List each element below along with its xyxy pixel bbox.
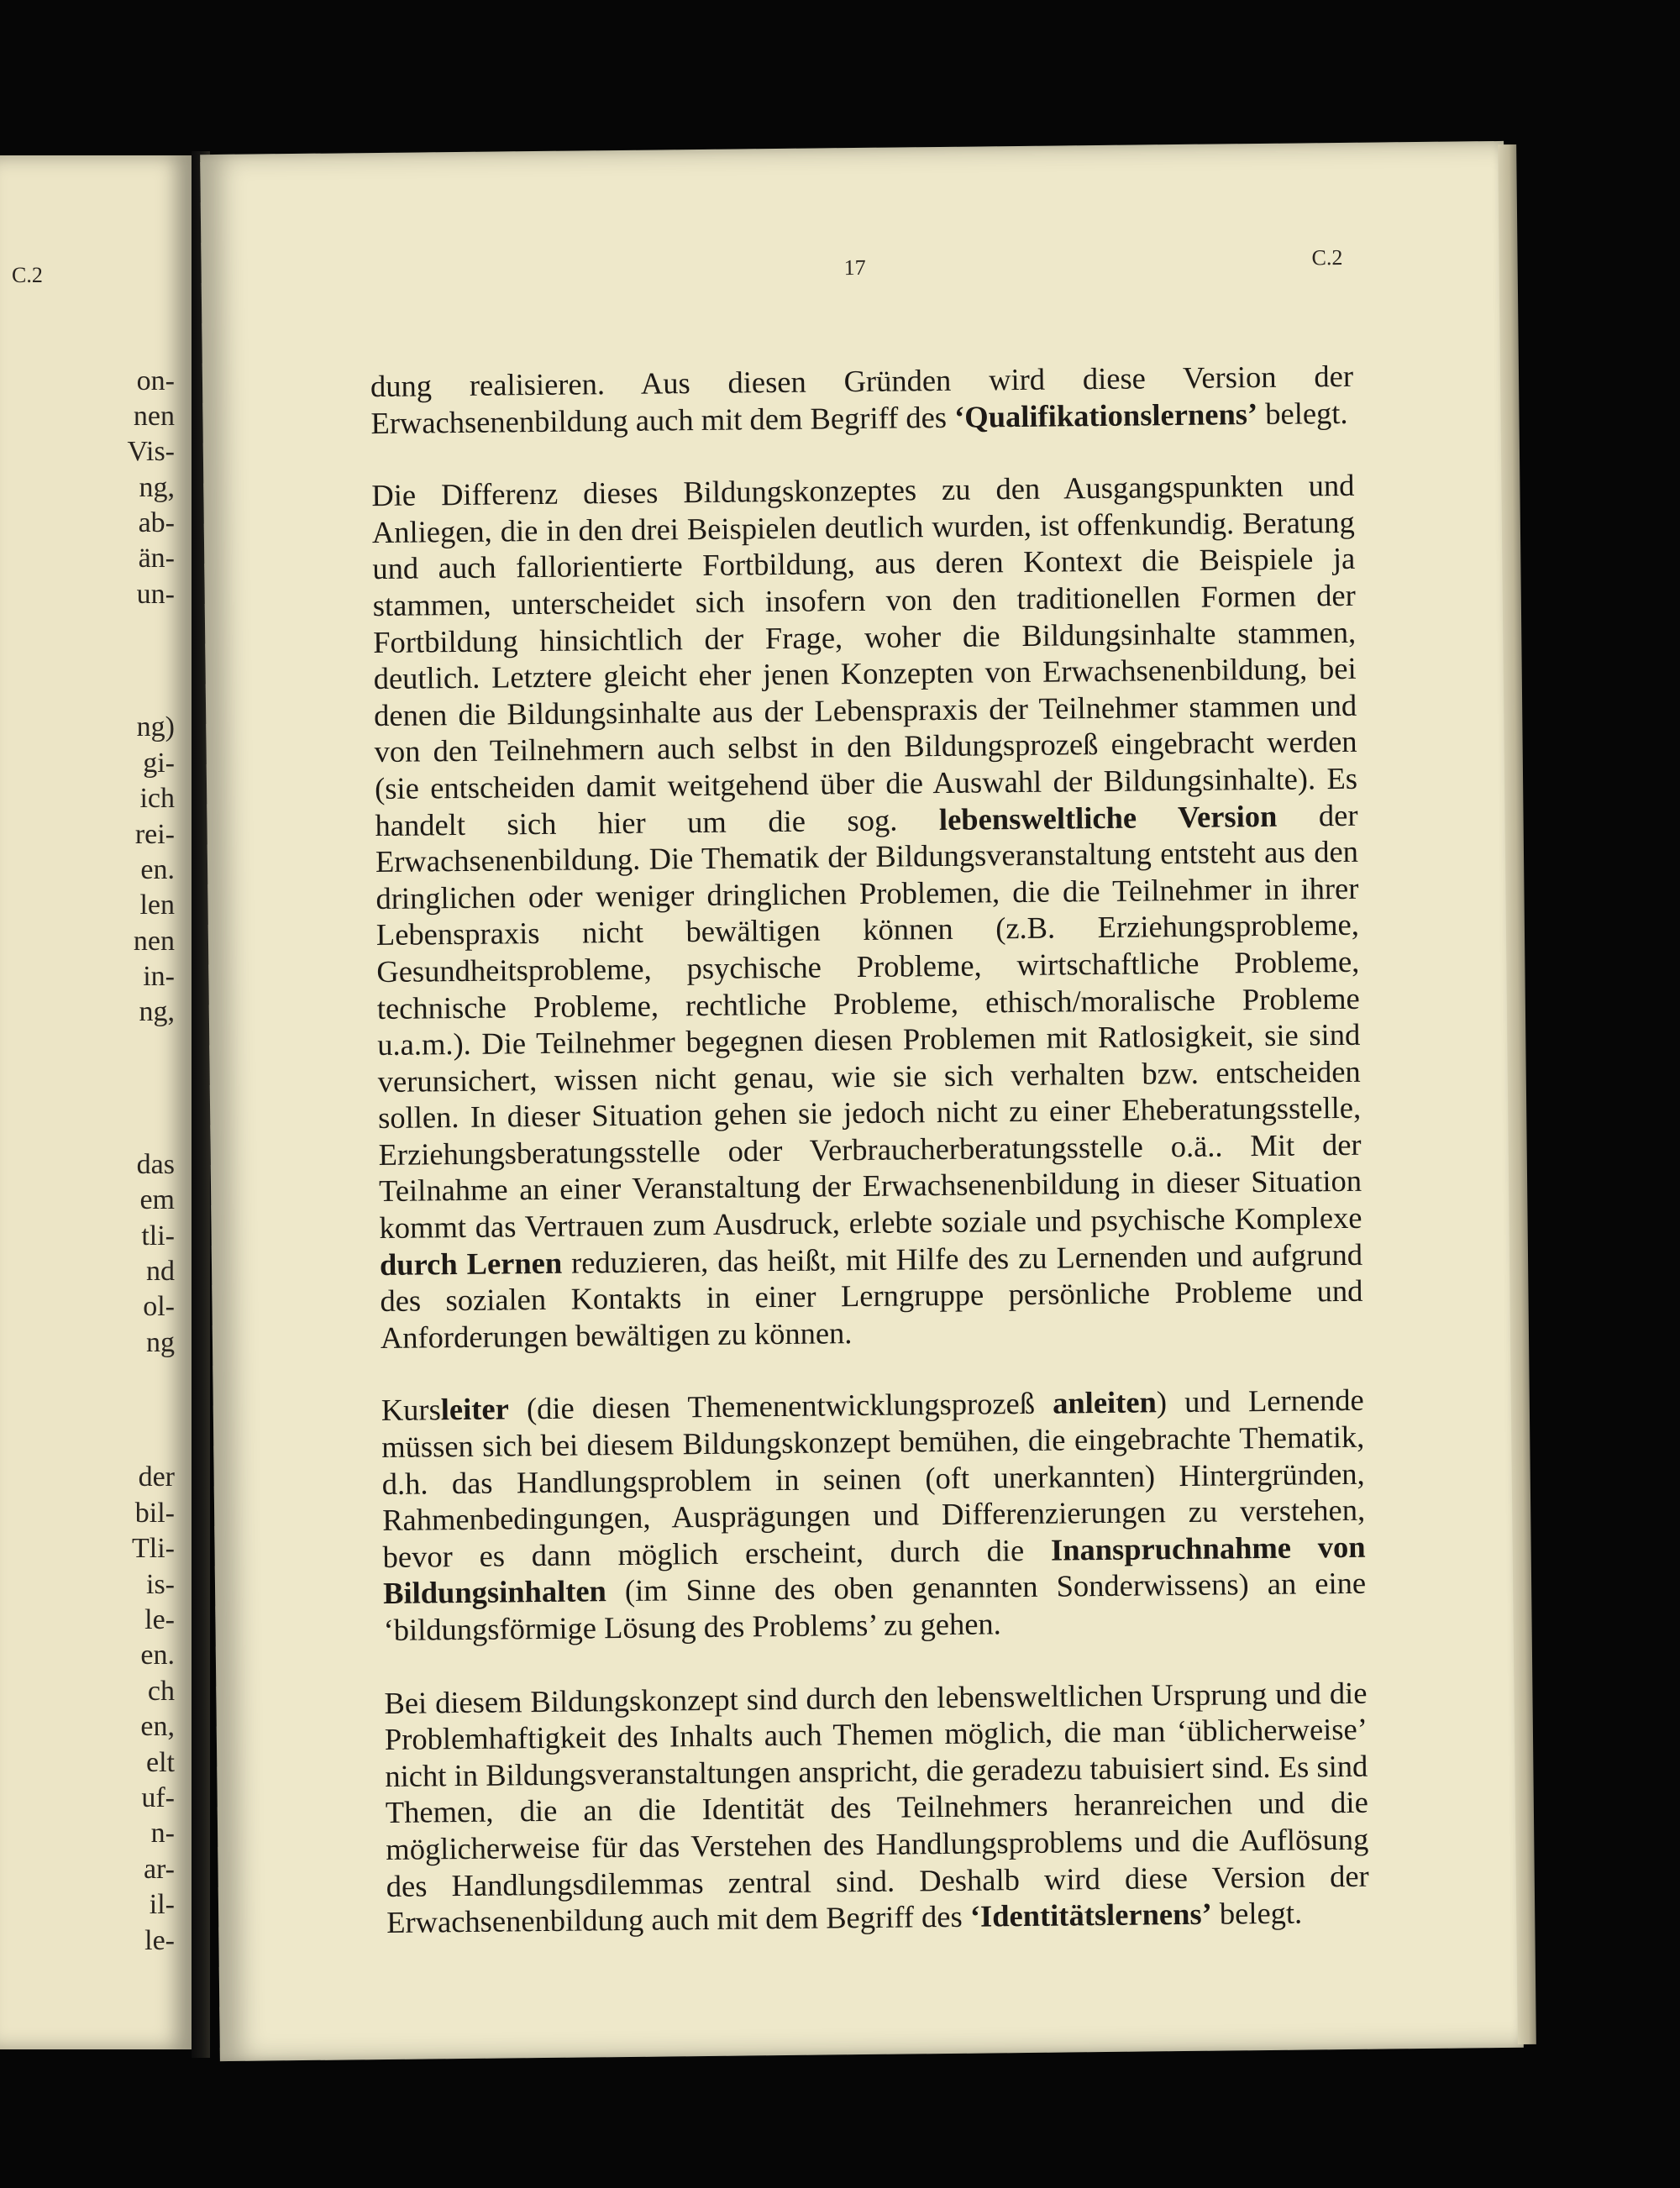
previous-page-line-fragment: tli- bbox=[141, 1220, 175, 1251]
previous-page bbox=[0, 155, 192, 2049]
previous-page-line-fragment: un- bbox=[136, 579, 175, 610]
previous-page-line-fragment: in- bbox=[143, 961, 175, 992]
previous-page-line-fragment: n- bbox=[150, 1818, 175, 1849]
bold-term: durch Lernen bbox=[379, 1245, 563, 1282]
previous-page-line-fragment: rei- bbox=[134, 819, 175, 850]
previous-page-line-fragment: nen bbox=[133, 401, 175, 432]
paragraph bbox=[370, 358, 1354, 441]
previous-page-line-fragment: le- bbox=[144, 1604, 175, 1635]
previous-page-line-fragment: le- bbox=[144, 1925, 175, 1956]
previous-page-line-fragment: ng bbox=[146, 1327, 175, 1358]
previous-page-line-fragment: en, bbox=[140, 1711, 175, 1742]
previous-page-line-fragment: em bbox=[139, 1184, 175, 1215]
previous-page-line-fragment: ng) bbox=[136, 711, 175, 742]
previous-page-line-fragment: ich bbox=[139, 783, 175, 814]
bold-term: anleiten bbox=[1052, 1384, 1158, 1421]
previous-page-line-fragment: ab- bbox=[138, 507, 175, 538]
previous-page-line-fragment: len bbox=[139, 889, 175, 921]
bold-term: leiter bbox=[440, 1391, 510, 1427]
bold-term: ‘Identitätslernens’ bbox=[969, 1896, 1212, 1934]
previous-page-line-fragment: ar- bbox=[143, 1854, 175, 1885]
previous-page-section-label: C.2 bbox=[12, 263, 43, 287]
previous-page-line-fragment: nen bbox=[133, 926, 175, 957]
text-segment: Bei diesem Bildungskonzept sind durch den lebensweltlichen Ursprung und die Problemhaftigkeit des Inhalts auch Themen möglich, die man ‘üblicherweise’ nicht in Bildungsveranstaltungen anspricht, die geradezu tabuisiert sind. Es sind Themen, die an die Identität des Teilnehmers heranreichen und die möglicherweise für das Verstehen des Handlungsproblems und die Auflösung des Handlungsdilemmas zentral sind. Deshalb wird diese Version der Erwachsenenbildung auch mit dem Begriff des bbox=[384, 1675, 1369, 1940]
previous-page-line-fragment: das bbox=[136, 1149, 175, 1180]
bold-term: ‘Qualifikationslernens’ bbox=[953, 396, 1258, 434]
previous-page-line-fragment: ng, bbox=[139, 472, 175, 503]
previous-page-line-fragment: bil- bbox=[134, 1498, 175, 1529]
text-segment: dung realisieren. Aus diesen Gründen wird diese Version der Erwachsenenbildung auch mit dem Begriff des bbox=[370, 358, 1354, 440]
text-segment: ) und Lernende müssen sich bei diesem Bildungskonzept bemühen, die eingebrachte Thematik, d.h. das Handlungsproblem in seinen (oft unerkannten) Hintergründen, Rahmenbedingungen, Ausprägungen und Differenzierungen zu verstehen, bevor es dann möglich erscheint, durch die bbox=[381, 1383, 1366, 1574]
section-label: C.2 bbox=[1311, 244, 1343, 270]
previous-page-line-fragment: en. bbox=[140, 1640, 175, 1671]
text-segment: der Erwachsenenbildung. Die Thematik der Bildungsveranstaltung entsteht aus den dringlichen oder weniger dringlichen Problemen, die die Teilnehmer in ihrer Lebenspraxis nicht bewältigen können (z.B. Erziehungsprobleme, Gesundheitsprobleme, psychische Probleme, wirtschaftliche Probleme, technische Probleme, rechtliche Probleme, ethisch/moralische Probleme u.a.m.). Die Teilnehmer begegnen diesen Problemen mit Ratlosigkeit, sie sind verunsichert, wissen nicht genau, wie sie sich verhalten bzw. entscheiden sollen. In dieser Situation gehen sie jedoch nicht zu einer Eheberatungsstelle, Erziehungsberatungsstelle oder Verbraucherberatungsstelle o.ä.. Mit der Teilnahme an einer Veranstaltung der Erwachsenenbildung in dieser Situation kommt das Vertrauen zum Ausdruck, erlebte soziale und psychische Komplexe bbox=[375, 797, 1362, 1246]
previous-page-line-fragment: ol- bbox=[143, 1291, 175, 1322]
previous-page-line-fragment: än- bbox=[138, 543, 175, 574]
previous-page-line-fragment: ch bbox=[147, 1676, 175, 1707]
bold-term: Inanspruchnahme von Bildungsinhalten bbox=[382, 1529, 1366, 1611]
paragraph bbox=[381, 1382, 1367, 1648]
paragraph bbox=[371, 467, 1363, 1356]
previous-page-line-fragment: on- bbox=[136, 365, 175, 396]
previous-page-line-fragment: il- bbox=[149, 1889, 175, 1920]
text-segment: Kurs bbox=[381, 1392, 442, 1428]
text-segment: (die diesen Themenentwicklungsprozeß bbox=[508, 1386, 1053, 1426]
previous-page-line-fragment: Tli- bbox=[132, 1533, 175, 1564]
bold-term: lebensweltliche Version bbox=[938, 798, 1278, 837]
text-segment: belegt. bbox=[1211, 1895, 1303, 1931]
paragraph bbox=[384, 1674, 1369, 1940]
previous-page-line-fragment: ng, bbox=[139, 996, 175, 1027]
page-number: 17 bbox=[843, 254, 866, 281]
previous-page-line-fragment: gi- bbox=[143, 748, 175, 779]
text-segment: belegt. bbox=[1257, 395, 1348, 431]
previous-page-line-fragment: Vis- bbox=[127, 436, 175, 467]
page-body bbox=[370, 358, 1370, 1977]
text-segment: reduzieren, das heißt, mit Hilfe des zu Lernenden und aufgrund des sozialen Kontakts in einer Lerngruppe persönliche Probleme und Anforderungen bewältigen zu können. bbox=[380, 1236, 1363, 1355]
text-segment: Die Differenz dieses Bildungskonzeptes zu den Ausgangspunkten und Anliegen, die in den drei Beispielen deutlich wurden, ist offenkundig. Beratung und auch fallorientierte Fortbildung, aus deren Kontext die Beispiele ja stammen, unterscheidet sich insofern von den traditionellen Formen der Fortbildung hinsichtlich der Frage, woher die Bildungsinhalte stammen, deutlich. Letztere gleicht eher jenen Konzepten von Erwachsenenbildung, bei denen die Bildungsinhalte aus der Lebenspraxis der Teilnehmer stammen und von den Teilnehmern auch selbst in den Bildungsprozeß eingebracht werden (sie entscheiden damit weitgehend über die Auswahl der Bildungsinhalte). Es handelt sich hier um die sog. bbox=[371, 468, 1358, 842]
previous-page-line-fragment: der bbox=[138, 1461, 175, 1493]
previous-page-line-fragment: is- bbox=[146, 1569, 175, 1600]
text-segment: (im Sinne des oben genannten Sonderwissens) an eine ‘bildungsförmige Lösung des Problems’ zu gehen. bbox=[383, 1566, 1367, 1647]
previous-page-line-fragment: uf- bbox=[141, 1782, 175, 1813]
book-page bbox=[200, 141, 1524, 2061]
previous-page-line-fragment: nd bbox=[146, 1256, 175, 1287]
previous-page-line-fragment: en. bbox=[140, 854, 175, 885]
previous-page-line-fragment: elt bbox=[146, 1747, 175, 1778]
